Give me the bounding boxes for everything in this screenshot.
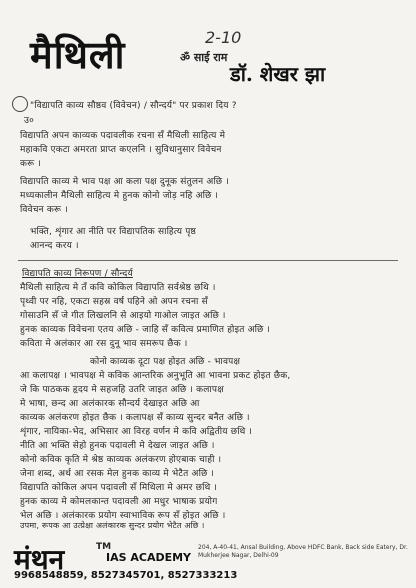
note-line: हुनक काव्य मे कोमलकान्त पदावली आ मधुर भाषाक प्रयोग <box>20 497 218 507</box>
note-line: विवेचन करू । <box>20 205 68 215</box>
academy-logo-text: मंथन <box>14 543 65 576</box>
note-line: नीति आ भक्ति सेहो हुनक पदावली मे देखल जाइत अछि । <box>20 441 215 451</box>
page-footer <box>0 532 416 588</box>
handwritten-notes <box>10 90 406 530</box>
note-line: कोनो काव्यक दूटा पक्ष होइत अछि - भावपक्ष <box>90 357 241 367</box>
note-line: "विद्यापति काव्य सौष्ठव (विवेचन) / सौन्दर्य" पर प्रकाश दिय ? <box>30 101 237 111</box>
note-line: विद्यापति काव्य मे भाव पक्ष आ कला पक्ष दुनूक संतुलन अछि । <box>20 177 229 187</box>
subject-title: मैथिली <box>30 32 126 77</box>
note-line: विद्यापति अपन काव्यक पदावलीक रचना सँ मैथिली साहित्य मे <box>20 131 226 141</box>
section-heading: विद्यापति काव्य निरूपण / सौन्दर्य <box>22 269 133 279</box>
section-divider <box>18 260 398 261</box>
page-number: 2-10 <box>205 28 242 47</box>
page-header <box>0 0 416 86</box>
author-name: डॉ. शेखर झा <box>230 62 326 86</box>
note-line: काव्यक अलंकरण होइत छैक । कलापक्ष सँ काव्य सुन्दर बनैत अछि । <box>20 413 250 423</box>
trademark-mark: TM <box>96 542 112 552</box>
note-line: मैथिली साहित्य मे तँ कवि कोकिल विद्यापति सर्वश्रेष्ठ छथि । <box>20 283 216 293</box>
note-line: आनन्द करय । <box>30 241 79 251</box>
note-line: मे भाषा, छन्द आ अलंकारक सौन्दर्य देखाइत अछि आ <box>20 399 200 409</box>
note-line: भेल अछि । अलंकारक प्रयोग स्वाभाविक रूप सँ होइत अछि । <box>20 511 226 521</box>
note-line: गोसाउनि सँ जे गीत लिखलनि से आइयो गाओल जाइत अछि । <box>20 311 226 321</box>
note-line: महाकवि एकटा अमरता प्राप्त कएलनि । सुविधानुसार विवेचन <box>20 145 222 155</box>
note-line: हुनक काव्यक विवेचना एतय अछि - जाहि सँ कवित्व प्रमाणित होइत अछि । <box>20 325 271 335</box>
note-line: उपमा, रूपक आ उत्प्रेक्षा अलंकारक सुन्दर प्रयोग भेटैत अछि । <box>20 521 205 530</box>
academy-name: IAS ACADEMY <box>106 551 192 564</box>
note-line: आ कलापक्ष । भावपक्ष मे कविक आन्तरिक अनुभूति आ भावना प्रकट होइत छैक, <box>20 371 291 381</box>
note-line: शृंगार, नायिका-भेद, अभिसार आ विरह वर्णन मे कवि अद्वितीय छथि । <box>20 427 253 437</box>
note-line: उ० <box>24 116 35 126</box>
note-line: कोनो कविक कृति मे श्रेष्ठ काव्यक अलंकरण होएबाक चाही । <box>20 455 222 465</box>
note-line: भक्ति, शृंगार आ नीति पर विद्यापतिक साहित्य पृष्ठ <box>30 227 197 237</box>
note-line: जे कि पाठकक हृदय मे सहजहि उतरि जाइत अछि । कलापक्ष <box>20 385 224 395</box>
note-line: करू । <box>20 159 41 169</box>
blessing-text: ॐ साई राम <box>180 51 228 64</box>
note-line: विद्यापति कोकिल अपन पदावली सँ मिथिला मे अमर छथि । <box>20 483 218 493</box>
note-line: पृथ्वी पर नहि, एकटा सहस्र वर्ष पहिने ओ अपन रचना सँ <box>20 297 208 307</box>
note-line: कविता मे अलंकार आ रस दुनू भाव समरूप छैक । <box>20 339 188 349</box>
question-marker-icon <box>12 96 28 112</box>
contact-phones: 9968548859, 8527345701, 8527333213 <box>14 570 238 581</box>
academy-address: 204, A-40-41, Ansal Building, Above HDFC Bank, Back side Eatery, Dr. Mukherjee Nagar, Delhi-09 <box>198 544 408 559</box>
note-line: जेना शब्द, अर्थ आ रसक मेल हुनक काव्य मे भेटैत अछि । <box>20 469 215 479</box>
note-line: मध्यकालीन मैथिली साहित्य मे हुनक कोनो जोड़ नहि अछि । <box>20 191 219 201</box>
